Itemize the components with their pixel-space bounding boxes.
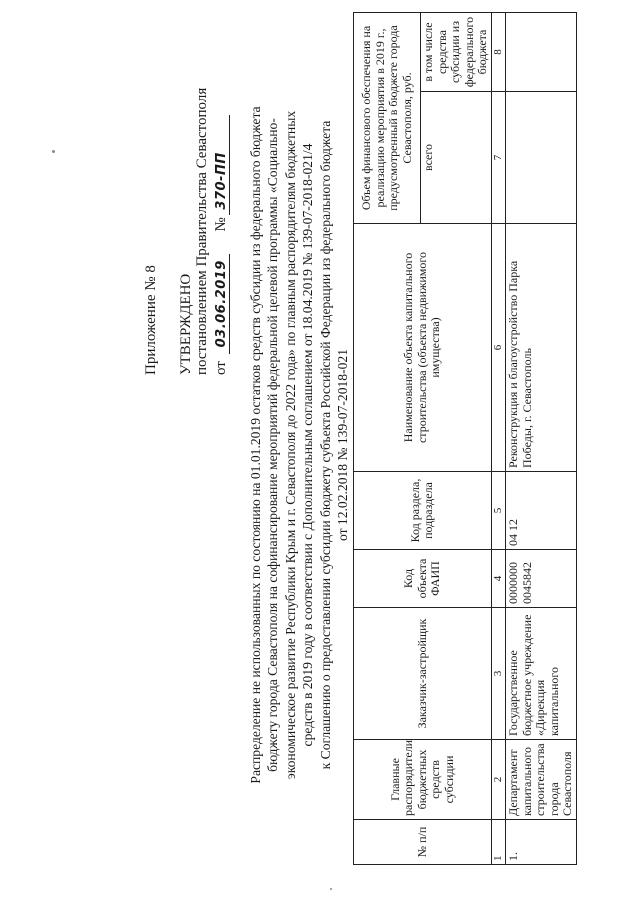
heading-line: Распределение не использованных по состоянию на 01.01.2019 остатков средств субсидии из федерального бюджета bbox=[248, 106, 263, 784]
scan-speck bbox=[330, 888, 332, 890]
cell-customer: Государственное бюджетное учреждение «Дирекция капитального bbox=[506, 608, 577, 740]
header-object-name: Наименование объекта капитального строительства (объекта недвижимого имущества) bbox=[354, 224, 492, 472]
cell-section-code: 04 12 bbox=[506, 472, 577, 550]
header-section-code: Код раздела, подраздела bbox=[354, 472, 492, 550]
table-row bbox=[506, 13, 577, 865]
number-underline bbox=[229, 115, 230, 215]
date-underline bbox=[229, 254, 230, 354]
column-number: 7 bbox=[491, 92, 506, 224]
appendix-label: Приложение № 8 bbox=[143, 265, 159, 375]
heading-line: средств в 2019 году в соответствии с Дополнительным соглашением от 18.04.2019 № 139-07-2018-021/4 bbox=[300, 143, 316, 747]
header-federal: в том числе средства субсидии из федерального бюджета bbox=[421, 13, 492, 92]
approved-by: постановлением Правительства Севастополя bbox=[194, 87, 210, 375]
cell-distributor: Департамент капитального строительства города Севастополя bbox=[506, 740, 577, 820]
header-faip-code: Код объекта ФАИП bbox=[354, 550, 492, 608]
header-total: всего bbox=[421, 92, 492, 224]
column-number: 8 bbox=[491, 13, 506, 92]
document-heading bbox=[247, 40, 351, 850]
heading-line: экономическое развитие Республики Крым и г. Севастополя до 2022 года» по главным распорядителям бюджетных bbox=[282, 110, 298, 780]
approval-number: 370-ПП bbox=[214, 152, 229, 210]
heading-line: от 12.02.2018 № 139-07-2018-021 bbox=[335, 348, 351, 542]
column-number: 3 bbox=[491, 608, 506, 740]
cell-total bbox=[506, 92, 577, 224]
distribution-table bbox=[353, 12, 577, 865]
header-distributor: Главные распорядители бюджетных средств субсидии bbox=[354, 740, 492, 820]
column-number: 6 bbox=[491, 224, 506, 472]
table-header-row bbox=[354, 13, 421, 865]
header-funding: Объем финансового обеспечения на реализацию мероприятия в 2019 г., предусмотренный в бюджете города Севастополя, руб. bbox=[354, 13, 421, 224]
cell-faip-code: 0000000 0045842 bbox=[506, 550, 577, 608]
header-num: № п/п bbox=[354, 820, 492, 865]
column-number-row bbox=[491, 13, 506, 865]
heading-line: к Соглашению о предоставлении субсидии бюджету субъекта Российской Федерации из федерального бюджета bbox=[317, 120, 333, 770]
scan-speck bbox=[52, 150, 55, 153]
heading-line: бюджету города Севастополя на софинансирование мероприятий федеральной целевой программы «Социально- bbox=[265, 118, 281, 772]
cell-federal bbox=[506, 13, 577, 92]
date-prefix: от bbox=[213, 361, 229, 375]
approval-date-line bbox=[213, 150, 230, 375]
column-number: 5 bbox=[491, 472, 506, 550]
approval-date: 03.06.2019 bbox=[214, 260, 229, 348]
column-number: 1 bbox=[491, 820, 506, 865]
column-number: 2 bbox=[491, 740, 506, 820]
approved-label: УТВЕРЖДЕНО bbox=[178, 273, 194, 375]
header-customer: Заказчик-застройщик bbox=[354, 608, 492, 740]
column-number: 4 bbox=[491, 550, 506, 608]
cell-object-name: Реконструкция и благоустройство Парка Победы, г. Севастополь bbox=[506, 224, 577, 472]
number-prefix: № bbox=[213, 217, 229, 232]
cell-num: 1. bbox=[506, 820, 577, 865]
